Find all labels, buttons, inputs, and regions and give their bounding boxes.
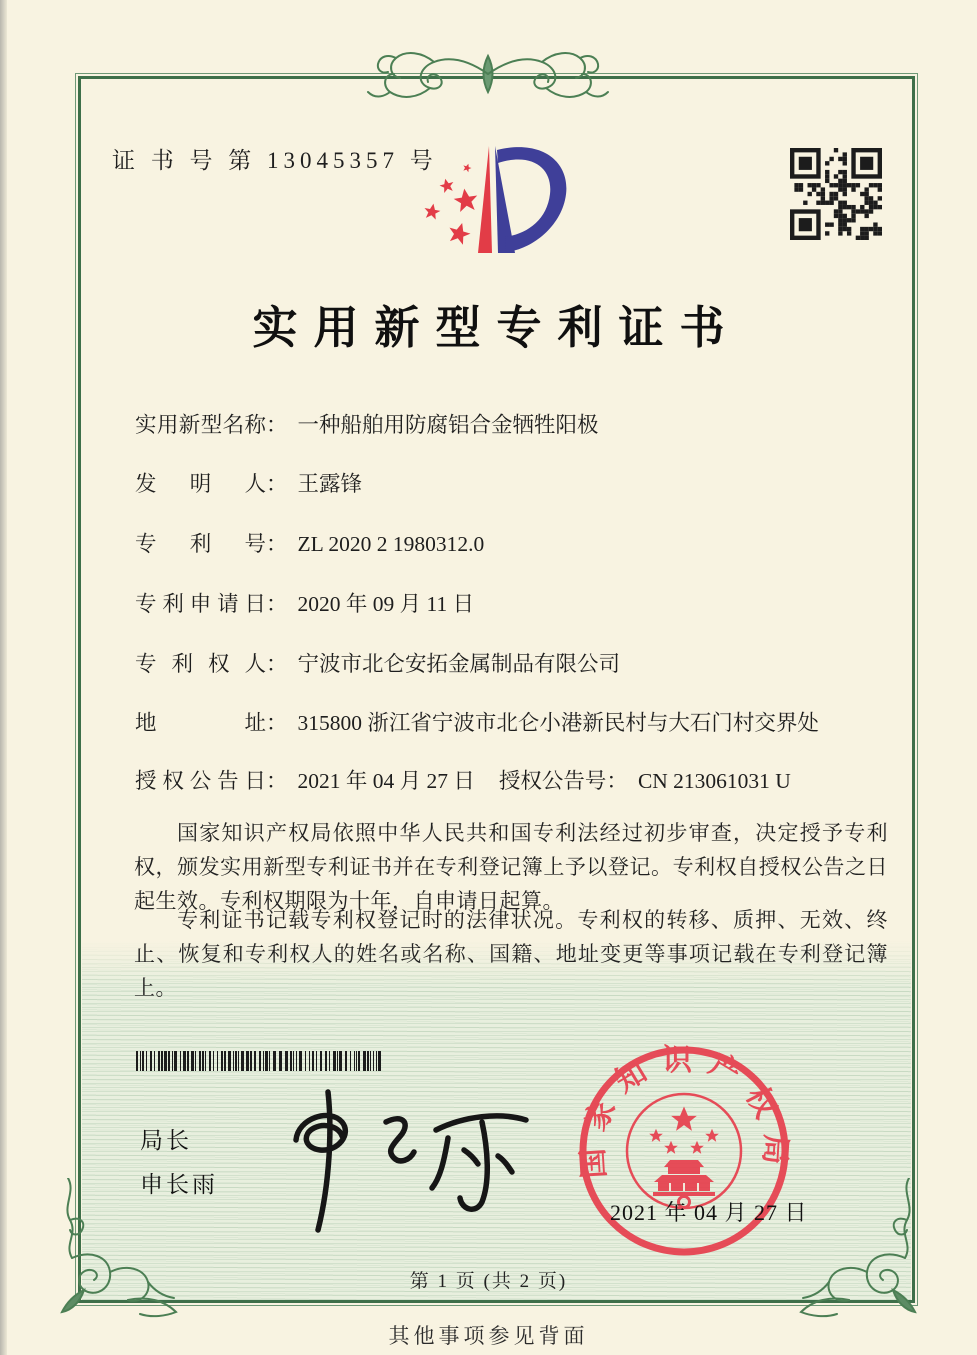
cnipa-logo-icon [408, 136, 583, 263]
field-row-name [135, 408, 905, 439]
field-row-patentee [135, 647, 905, 678]
field-label: 实用新型名称 [135, 413, 266, 437]
certificate-title: 实用新型专利证书 [252, 303, 741, 353]
director-signature-icon [268, 1078, 548, 1238]
page-number: 第 1 页 (共 2 页) [409, 1271, 568, 1292]
colon: ： [266, 769, 288, 793]
back-note: 其他事项参见背面 [388, 1324, 589, 1348]
field-value: 2020 年 09 月 11 日 [297, 592, 475, 616]
field-label: 授权公告日 [135, 769, 266, 793]
national-ipa-seal-icon [575, 1042, 793, 1260]
top-border-ornament-icon [338, 42, 638, 104]
bottom-right-ornament-icon [787, 1178, 927, 1326]
field-value: 宁波市北仑安拓金属制品有限公司 [297, 652, 621, 676]
director-title: 局长 [140, 1128, 192, 1153]
field-label: 发明人 [135, 472, 266, 496]
qr-code-icon [790, 148, 882, 240]
bottom-left-ornament-icon [50, 1178, 190, 1326]
field-row-address [135, 706, 905, 737]
field-label: 专利号 [135, 532, 266, 556]
field-value: 315800 浙江省宁波市北仑小港新民村与大石门村交界处 [297, 711, 819, 735]
colon: ： [266, 532, 288, 556]
field-label: 地址 [135, 711, 266, 735]
field-row-inventor [135, 467, 905, 498]
grant-number-value: CN 213061031 U [637, 769, 791, 793]
field-value: 2021 年 04 月 27 日 [297, 769, 475, 793]
seal-date: 2021 年 04 月 27 日 [610, 1200, 808, 1225]
grant-number-label: 授权公告号 [498, 769, 607, 793]
field-row-patent-no [135, 527, 905, 558]
barcode-icon [134, 1051, 384, 1073]
legal-paragraph-1: 国家知识产权局依照中华人民共和国专利法经过初步审查，决定授予专利权，颁发实用新型专利证书并在专利登记簿上予以登记。专利权自授权公告之日起生效。专利权期限为十年，自申请日起算。 [134, 821, 888, 914]
colon: ： [266, 592, 288, 616]
colon: ： [266, 472, 288, 496]
scan-edge [0, 0, 7, 1355]
colon: ： [266, 652, 288, 676]
director-name: 申长雨 [140, 1172, 218, 1197]
colon: ： [606, 769, 628, 793]
field-row-grant [135, 764, 905, 795]
colon: ： [266, 711, 288, 735]
field-label: 专利权人 [135, 652, 266, 676]
field-row-filing-date [135, 587, 905, 618]
legal-paragraph-2: 专利证书记载专利权登记时的法律状况。专利权的转移、质押、无效、终止、恢复和专利权人的姓名或名称、国籍、地址变更等事项记载在专利登记簿上。 [134, 908, 888, 1001]
seal-ring-text: 国家知识产权局 [575, 1043, 793, 1180]
field-value: 王露锋 [297, 472, 363, 496]
field-value: 一种船舶用防腐铝合金牺牲阳极 [297, 413, 599, 437]
certificate-number: 证 书 号 第 13045357 号 [112, 148, 438, 173]
field-value: ZL 2020 2 1980312.0 [297, 532, 485, 556]
colon: ： [266, 413, 288, 437]
field-label: 专利申请日 [135, 592, 266, 616]
